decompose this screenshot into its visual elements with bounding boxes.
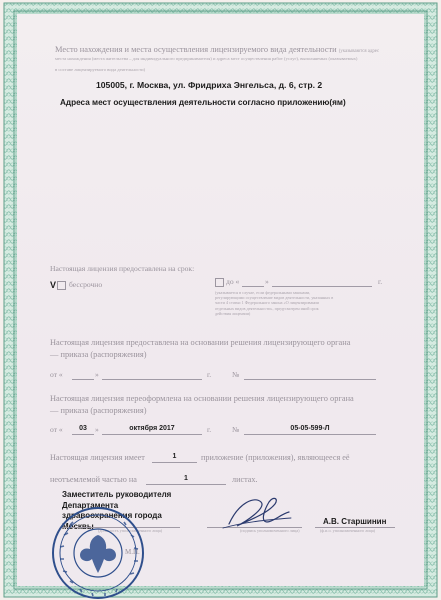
reissue-label-2: — приказа (распоряжения) xyxy=(50,406,147,415)
reissue-number-line xyxy=(244,434,376,435)
appendices-label-2: приложение (приложения), являющееся её xyxy=(201,453,350,462)
handwritten-signature xyxy=(215,492,295,532)
reissue-month-line xyxy=(102,434,202,435)
reissue-number: 05-05-599-Л xyxy=(290,425,330,432)
signatory-name: А.В. Старшинин xyxy=(323,517,387,526)
position-line-4: Москвы xyxy=(62,521,94,531)
appendices-count: 1 xyxy=(172,453,177,460)
appendices-label-3: неотъемлемой частью на xyxy=(50,475,137,484)
basis-date-prefix: от « xyxy=(50,370,63,379)
appendices-label-4: листах. xyxy=(232,475,258,484)
appendices-sheets-line xyxy=(146,484,226,485)
appendices-label-1: Настоящая лицензия имеет xyxy=(50,453,145,462)
basis-date-close: » xyxy=(95,370,99,379)
mp-label: М.П. xyxy=(125,548,140,556)
basis-month-line xyxy=(102,379,202,380)
location-note-3: в составе лицензируемого вида деятельности) xyxy=(55,67,146,72)
until-label: до « xyxy=(226,277,240,286)
location-note-2: места нахождения (места жительства – для индивидуального предпринимателя) и адреса мест осуществления работ (услуг), выполняемых (оказываемых) xyxy=(55,56,358,61)
reissue-month-year: октября 2017 xyxy=(129,425,175,432)
location-label-text: Место нахождения и места осуществления лицензируемого вида деятельности xyxy=(55,45,337,54)
basis-label-1: Настоящая лицензия предоставлена на основании решения лицензирующего органа xyxy=(50,338,351,347)
until-year-suffix: г. xyxy=(378,277,383,286)
reissue-day: 03 xyxy=(79,425,87,432)
indefinite-checkbox xyxy=(57,281,66,290)
appendices-count-line xyxy=(152,462,197,463)
position-line-1: Заместитель руководителя xyxy=(62,490,172,499)
basis-number-line xyxy=(244,379,376,380)
reissue-day-line xyxy=(72,434,94,435)
until-month-line xyxy=(272,286,372,287)
appendices-sheets: 1 xyxy=(184,475,188,482)
location-note-1: (указываются адрес xyxy=(338,49,380,54)
until-close: » xyxy=(265,277,269,286)
position-caption: (должность уполномоченного лица) xyxy=(98,528,163,533)
position-line-2: Департамента xyxy=(62,500,119,510)
until-day-line xyxy=(242,286,264,287)
appendix-reference: Адреса мест осуществления деятельности согласно приложению(ям) xyxy=(60,98,346,107)
location-label xyxy=(55,45,379,54)
signature-caption: (подпись уполномоченного лица) xyxy=(240,528,300,533)
reissue-date-close: » xyxy=(95,425,99,434)
term-label: Настоящая лицензия предоставлена на срок: xyxy=(50,264,195,273)
basis-year-suffix: г. xyxy=(207,370,212,379)
basis-day-line xyxy=(72,379,94,380)
license-address: 105005, г. Москва, ул. Фридриха Энгельса, д. 6, стр. 2 xyxy=(96,80,323,90)
reissue-number-label: № xyxy=(232,425,240,434)
reissue-label-1: Настоящая лицензия переоформлена на основании решения лицензирующего органа xyxy=(50,394,354,403)
indefinite-label: бессрочно xyxy=(69,280,103,289)
term-note: (указывается в случае, если федеральными законами, регулирующими осуществление видов деятельности, указанных в части 4 статьи 1 Федерального закона «О лицензировании отдельных видов деятельности», предусмотрен иной срок действия лицензии) xyxy=(215,290,334,316)
reissue-year-suffix: г. xyxy=(207,425,212,434)
basis-number-label: № xyxy=(232,370,240,379)
name-caption: (ф.и.о. уполномоченного лица) xyxy=(320,528,376,533)
position-line-3: здравоохранения города xyxy=(62,511,162,520)
basis-label-2: — приказа (распоряжения) xyxy=(50,350,147,359)
check-mark: V xyxy=(50,280,57,290)
until-checkbox xyxy=(215,278,224,287)
reissue-date-prefix: от « xyxy=(50,425,63,434)
official-stamp xyxy=(50,505,146,600)
